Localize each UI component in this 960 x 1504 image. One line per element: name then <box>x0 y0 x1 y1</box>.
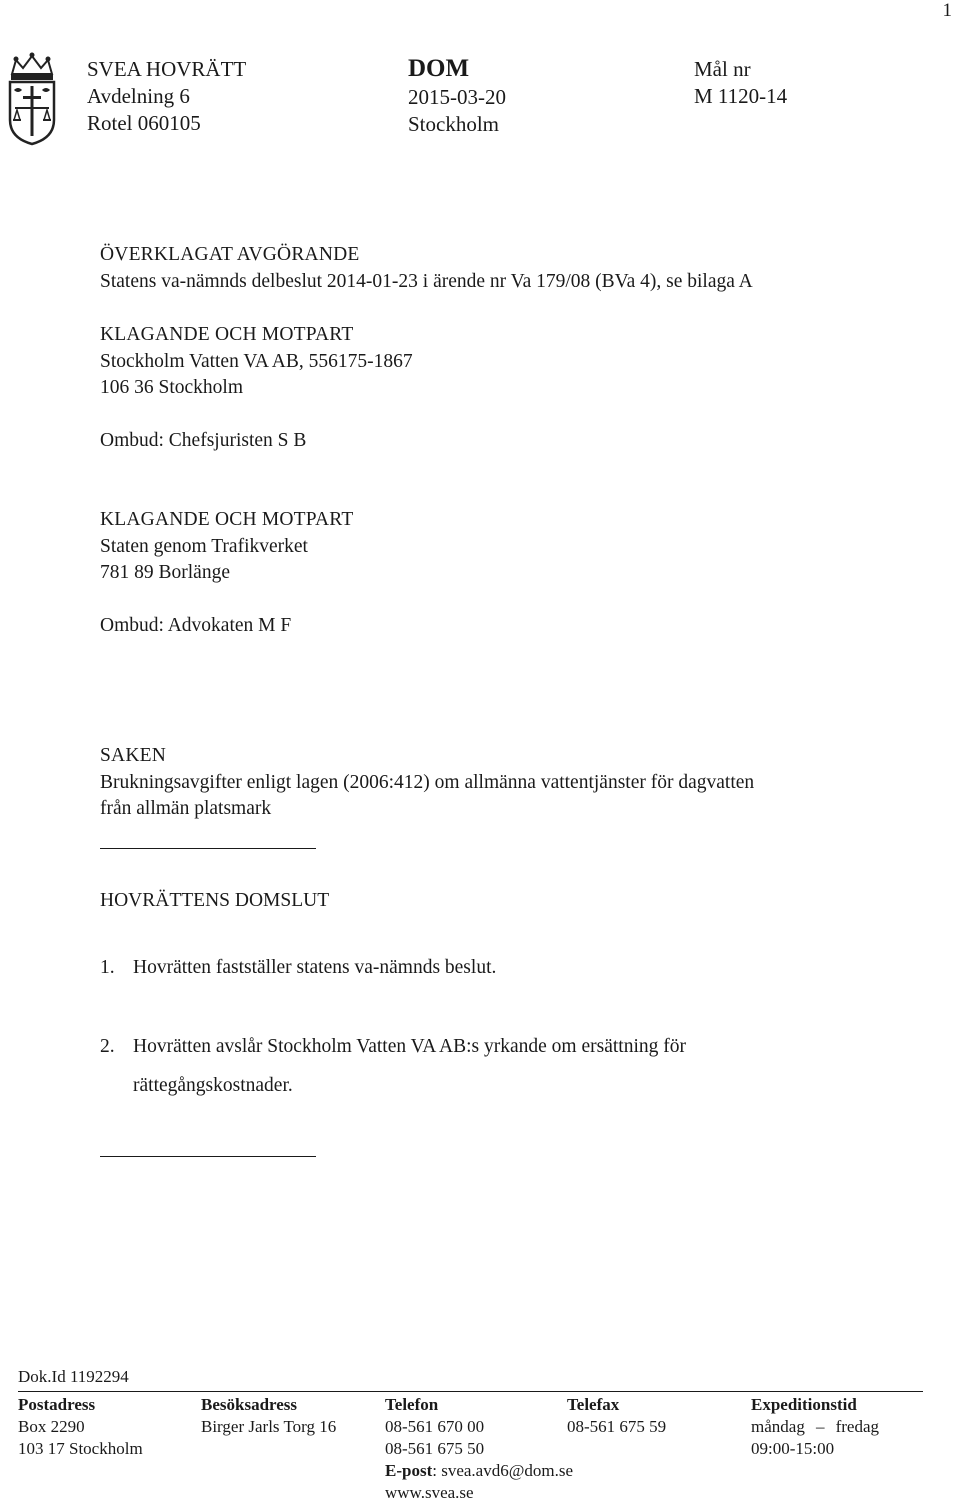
days-from: måndag <box>751 1417 805 1436</box>
email-label: E-post <box>385 1461 433 1480</box>
days-to: fredag <box>835 1417 879 1436</box>
party-counsel: Ombud: Chefsjuristen S B <box>100 430 307 451</box>
case-number: M 1120-14 <box>694 84 788 108</box>
divider <box>100 1156 316 1157</box>
footer-value: Box 2290 <box>18 1417 85 1436</box>
court-info <box>87 56 246 137</box>
ruling-heading: HOVRÄTTENS DOMSLUT <box>100 890 330 911</box>
document-place: Stockholm <box>408 112 500 136</box>
section-heading: SAKEN <box>100 745 167 766</box>
footer-value: 08-561 675 59 <box>567 1417 667 1436</box>
court-logo <box>4 52 60 146</box>
document-id: Dok.Id 1192294 <box>18 1367 129 1386</box>
document-date: 2015-03-20 <box>408 85 506 109</box>
party-counsel: Ombud: Advokaten M F <box>100 615 292 636</box>
case-label: Mål nr <box>694 57 751 81</box>
party-name: Staten genom Trafikverket <box>100 535 308 557</box>
page-number: 1 <box>942 0 952 21</box>
party-stockholm-vatten <box>100 322 413 402</box>
section-heading: KLAGANDE OCH MOTPART <box>100 324 354 345</box>
subject-text-line: Brukningsavgifter enligt lagen (2006:412) om allmänna vattentjänster för dagvatten <box>100 771 755 793</box>
footer-value: 103 17 Stockholm <box>18 1439 143 1458</box>
swedish-court-coat-of-arms-icon <box>4 52 60 146</box>
footer-fax <box>567 1394 666 1438</box>
footer-days <box>751 1416 879 1438</box>
appealed-decision-text: Statens va-nämnds delbeslut 2014-01-23 i ärende nr Va 179/08 (BVa 4), se bilaga A <box>100 270 753 292</box>
footer-label: Telefon <box>385 1395 439 1414</box>
section-heading: KLAGANDE OCH MOTPART <box>100 509 354 530</box>
appealed-decision <box>100 242 753 295</box>
document-meta <box>408 56 506 138</box>
ruling-item-continuation: rättegångskostnader. <box>133 1075 293 1096</box>
footer-phone <box>385 1394 573 1504</box>
footer-value: 09:00-15:00 <box>751 1439 835 1458</box>
subject-section <box>100 743 754 823</box>
court-rotel: Rotel 060105 <box>87 111 201 135</box>
email-value: : svea.avd6@dom.se <box>432 1461 573 1480</box>
party-name: Stockholm Vatten VA AB, 556175-1867 <box>100 350 413 372</box>
court-name: SVEA HOVRÄTT <box>87 57 247 81</box>
footer-label: Telefax <box>567 1395 620 1414</box>
footer-value: 08-561 670 00 <box>385 1417 485 1436</box>
subject-text-line: från allmän platsmark <box>100 798 272 819</box>
footer-value: Birger Jarls Torg 16 <box>201 1417 337 1436</box>
footer-label: Postadress <box>18 1395 96 1414</box>
footer-value: 08-561 675 50 <box>385 1439 485 1458</box>
ruling-item-number: 2. <box>100 1036 115 1057</box>
ruling-item-text: Hovrätten avslår Stockholm Vatten VA AB:s yrkande om ersättning för <box>133 1036 686 1057</box>
ruling-item <box>100 955 496 981</box>
days-dash: – <box>815 1417 825 1436</box>
footer-email[interactable] <box>385 1460 573 1482</box>
divider <box>100 848 316 849</box>
footer-visit <box>201 1394 336 1438</box>
footer-postal <box>18 1394 143 1460</box>
party-address: 781 89 Borlänge <box>100 562 230 583</box>
party-address: 106 36 Stockholm <box>100 377 244 398</box>
ruling-item <box>100 1034 686 1060</box>
footer-hours <box>751 1394 879 1460</box>
case-info <box>694 56 787 110</box>
footer-divider <box>18 1391 923 1392</box>
document-type: DOM <box>408 55 470 82</box>
ruling-item-text: Hovrätten fastställer statens va-nämnds beslut. <box>133 957 497 978</box>
section-heading: ÖVERKLAGAT AVGÖRANDE <box>100 244 360 265</box>
footer-label: Expeditionstid <box>751 1395 857 1414</box>
court-division: Avdelning 6 <box>87 84 190 108</box>
footer-label: Besöksadress <box>201 1395 298 1414</box>
footer-website-link[interactable]: www.svea.se <box>385 1483 474 1502</box>
ruling-item-number: 1. <box>100 957 115 978</box>
party-trafikverket <box>100 507 353 587</box>
